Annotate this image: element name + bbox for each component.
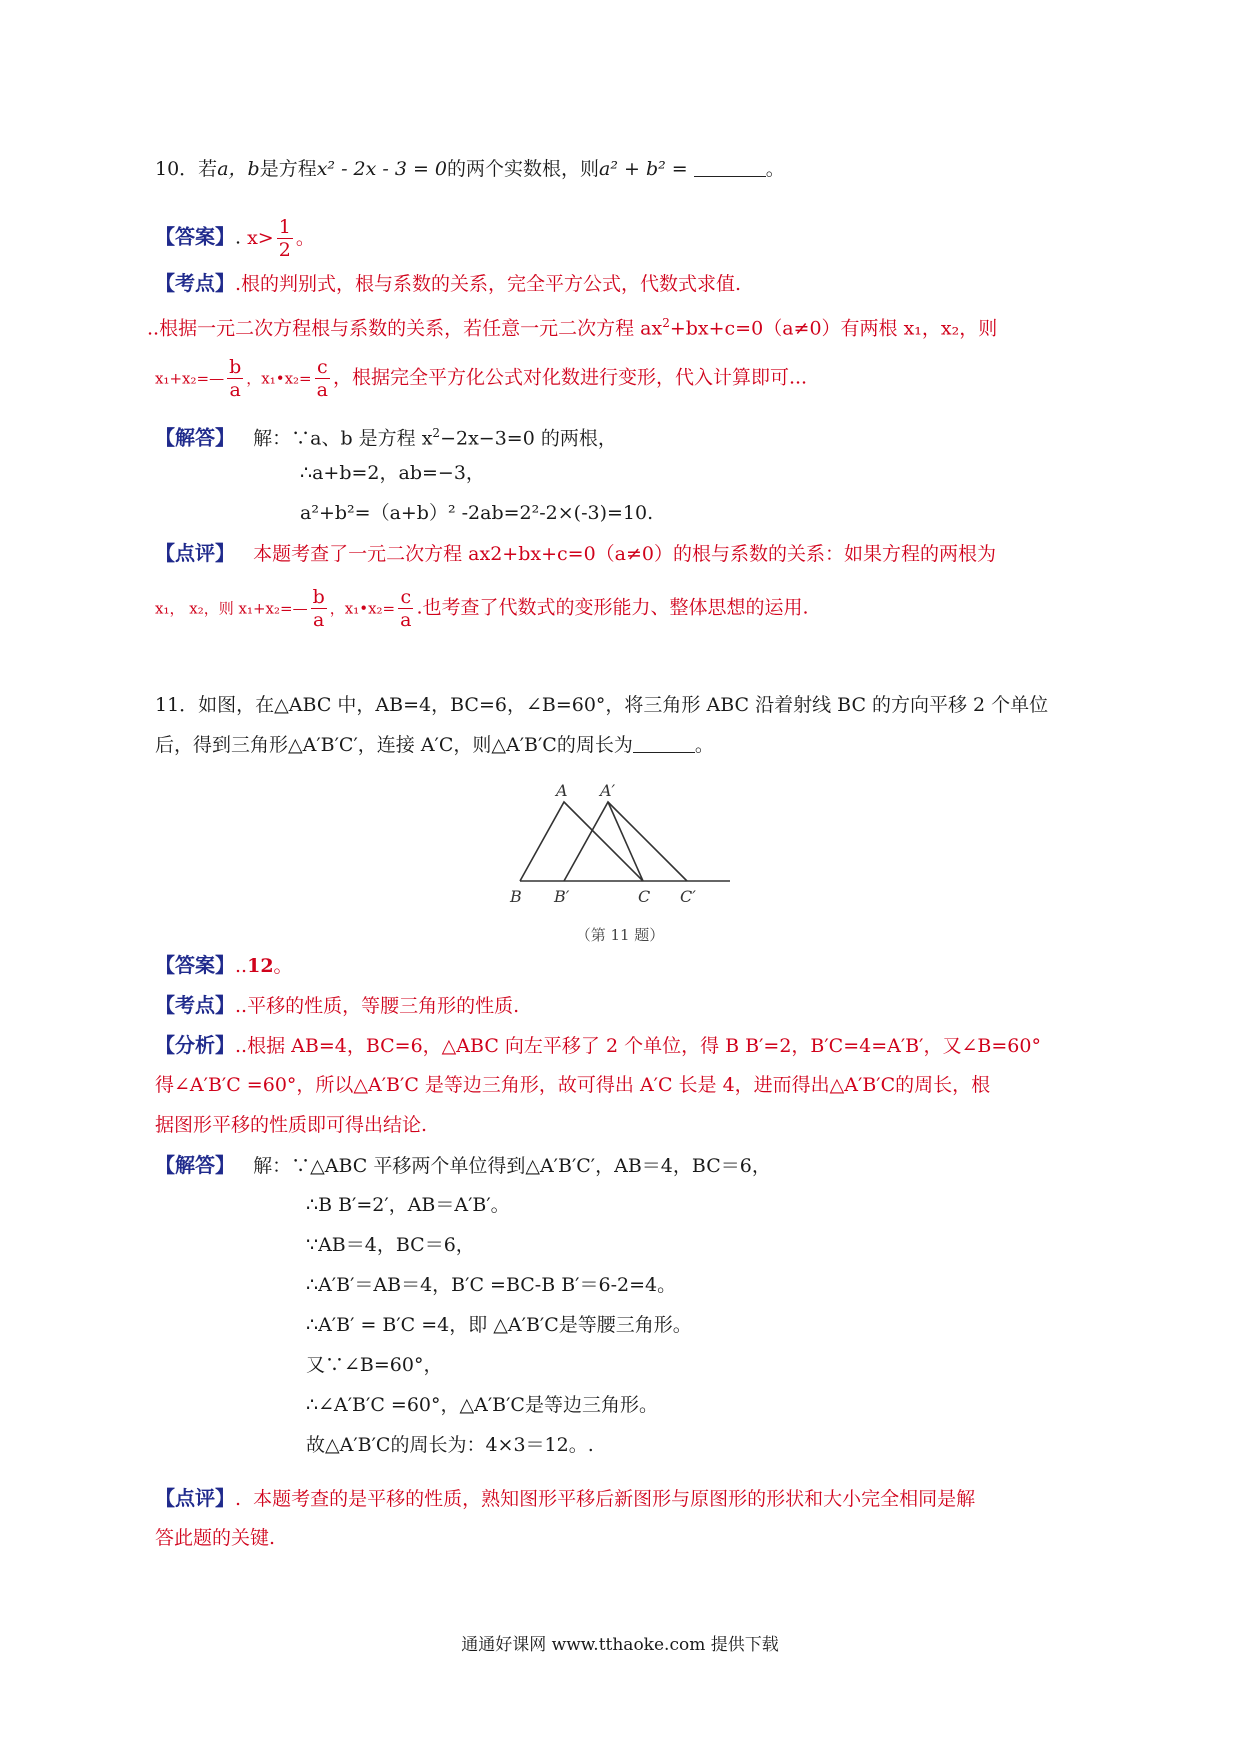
q11-analysis-3: 据图形平移的性质即可得出结论. <box>155 1114 428 1136</box>
label-C: C <box>638 887 651 906</box>
q11-figure <box>500 778 740 948</box>
q11-solution-6: 又∵∠B=60°， <box>306 1354 443 1376</box>
q10-comment-2: x₁， x₂，则 x₁+x₂=— $\frac{b}{a}$ ，x₁•x₂= $\frac{c}{a}$ .也考查了代数式的变形能力、整体思想的运用. <box>155 586 809 631</box>
page-footer: 通通好课网 www.tthaoke.com 提供下载 <box>461 1635 779 1655</box>
q11-solution-1: 【解答】 解：∵△ABC 平移两个单位得到△A′B′C′，AB＝4，BC＝6， <box>155 1153 771 1177</box>
q11-question-1: 11．如图，在△ABC 中，AB=4，BC=6，∠B=60°，将三角形 ABC 沿着射线 BC 的方向平移 2 个单位 <box>155 694 1049 716</box>
q11-analysis-1: 【分析】..根据 AB=4，BC=6，△ABC 向左平移了 2 个单位，得 B B′=2，B′C=4=A′B′，又∠B=60° <box>155 1033 1041 1057</box>
q11-solution-5: ∴A′B′ = B′C =4，即 △A′B′C是等腰三角形。 <box>306 1314 692 1336</box>
q11-answer: 【答案】..12。 <box>155 953 293 977</box>
answer-blank <box>633 732 695 753</box>
segment-a2c <box>608 802 643 881</box>
q11-solution-7: ∴∠A′B′C =60°，△A′B′C是等边三角形。 <box>306 1394 658 1416</box>
q11-kaodian: 【考点】..平移的性质，等腰三角形的性质. <box>155 993 520 1017</box>
q11-comment-1: 【点评】. 本题考查的是平移的性质，熟知图形平移后新图形与原图形的形状和大小完全相同是解 <box>155 1486 976 1510</box>
q11-solution-3: ∵AB＝4，BC＝6， <box>306 1234 475 1256</box>
triangle-abc <box>520 802 643 881</box>
label-B: B <box>510 887 522 906</box>
q10-kaodian: 【考点】.根的判别式，根与系数的关系，完全平方公式，代数式求值. <box>155 271 742 295</box>
q11-analysis-2: 得∠A′B′C =60°，所以△A′B′C 是等边三角形，故可得出 A′C 长是 4，进而得出△A′B′C的周长，根 <box>155 1074 991 1096</box>
answer-blank <box>694 156 766 177</box>
q11-question-2: 后，得到三角形△A′B′C′，连接 A′C，则△A′B′C的周长为 。 <box>155 734 714 756</box>
q10-answer: 【答案】. x> $\frac{1}{2}$ 。 <box>155 216 315 261</box>
q11-solution-2: ∴B B′=2′，AB＝A′B′。 <box>306 1194 510 1216</box>
q10-analysis-line2: x₁+x₂=— $\frac{b}{a}$ ，x₁•x₂= $\frac{c}{a}$ ，根据完全平方化公式对化数进行变形，代入计算即可... <box>155 356 808 401</box>
q11-solution-4: ∴A′B′＝AB＝4，B′C =BC-B B′＝6-2=4。 <box>306 1274 677 1296</box>
q10-comment-1: 【点评】 本题考查了一元二次方程 ax2+bx+c=0（a≠0）的根与系数的关系：如果方程的两根为 <box>155 541 997 565</box>
q10-analysis-line1: ..根据一元二次方程根与系数的关系，若任意一元二次方程 $ax^2+bx+c=0(a\ne 0)$有两根 x₁，x₂，则 <box>147 316 998 340</box>
label-A-prime: A′ <box>600 781 616 800</box>
label-B-prime: B′ <box>554 887 570 906</box>
q10-solution-2: ∴a+b=2，ab=−3， <box>300 462 485 484</box>
q11-solution-8: 故△A′B′C的周长为：4×3＝12。. <box>306 1434 594 1456</box>
label-C-prime: C′ <box>680 887 696 906</box>
figure-caption: （第 11 题） <box>575 926 665 944</box>
q10-question: 10．若a，b是方程x² - 2x - 3 = 0的两个实数根，则a² + b² = 。 <box>155 158 785 180</box>
q11-comment-2: 答此题的关键. <box>155 1527 276 1549</box>
q10-solution-3: a²+b²=（a+b）² -2ab=2²-2×(-3)=10. <box>300 502 654 524</box>
q10-solution-1: 【解答】 解：∵a、b 是方程 $x^2-2x-3=0$ 的两根， <box>155 425 617 450</box>
label-A: A <box>556 781 568 800</box>
